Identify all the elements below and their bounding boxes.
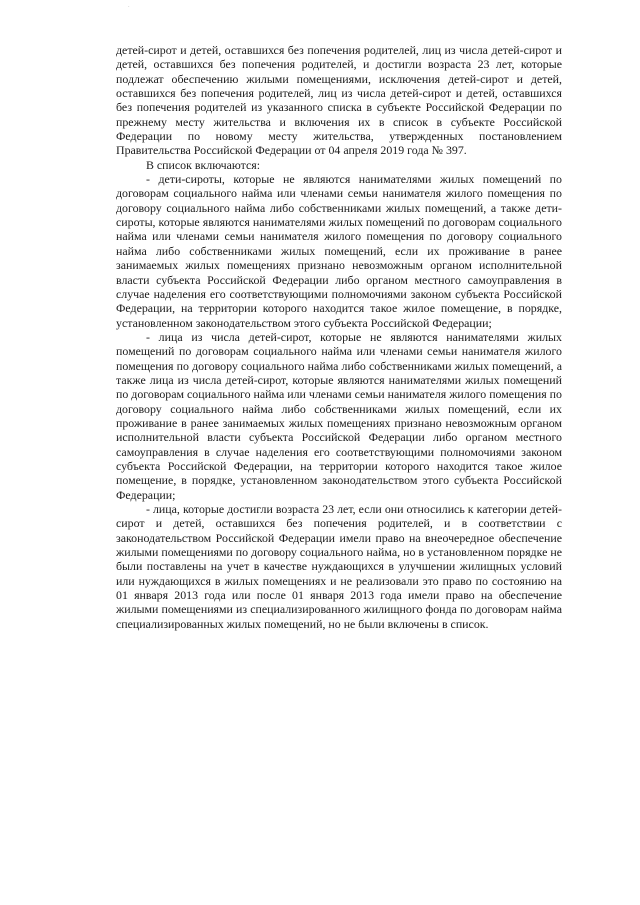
paragraph-list-intro: В список включаются: xyxy=(146,157,261,172)
paragraph-over-23: - лица, которые достигли возраста 23 лет, если они относились к категории детей-сирот и детей, оставшихся без попечения родителей, и в соответствии с законодательством Российской Федерации имели право на внеочередное обеспечение жилыми помещениями по договору социального найма, но в установленном порядке не были поставлены на учет в качестве нуждающихся в улучшении жилищных условий или нуждающихся в жилых помещениях и не реализовали это право по состоянию на 01 января 2013 года или после 01 января 2013 года имели право на обеспечение жилыми помещениями из специализированного жилищного фонда по договорам найма специализированных жилых помещений, но не были включены в список. xyxy=(116,502,562,631)
document-body xyxy=(116,43,562,631)
paragraph-former-orphans: - лица из числа детей-сирот, которые не являются нанимателями жилых помещений по договорам социального найма или членами семьи нанимателя жилого помещения по договору социального найма либо собственниками жилых помещений, а также лица из числа детей-сирот, которые являются нанимателями жилых помещений по договорам социального найма или членами семьи нанимателя жилого помещения по договору социального найма либо собственниками жилых помещений, если их проживание в ранее занимаемых жилых помещениях признано невозможным органом исполнительной власти субъекта Российской Федерации либо органом местного самоуправления в случае наделения его соответствующими полномочиями законом субъекта Российской Федерации, на территории которого находится такое жилое помещение, в порядке, установленном законодательством этого субъекта Российской Федерации; xyxy=(116,329,562,502)
paragraph-continuation: детей-сирот и детей, оставшихся без попечения родителей, лиц из числа детей-сирот и детей, оставшихся без попечения родителей, и достигли возраста 23 лет, которые подлежат обеспечению жилыми помещениями, исключения детей-сирот и детей, оставшихся без попечения родителей, лиц из числа детей-сирот и детей, оставшихся без попечения родителей из указанного списка в субъекте Российской Федерации по прежнему месту жительства и включения их в список в субъекте Российской Федерации по новому месту жительства, утвержденных постановлением Правительства Российской Федерации от 04 апреля 2019 года № 397. xyxy=(116,43,562,158)
paragraph-orphans: - дети-сироты, которые не являются нанимателями жилых помещений по договорам социального найма или членами семьи нанимателя жилого помещения по договору социального найма либо собственниками жилых помещений, а также дети-сироты, которые являются нанимателями жилых помещений по договорам социального найма или членами семьи нанимателя жилого помещения по договору социального найма либо собственниками жилых помещений, если их проживание в ранее занимаемых жилых помещениях признано невозможным органом исполнительной власти субъекта Российской Федерации либо органом местного самоуправления в случае наделения его соответствующими полномочиями законом субъекта Российской Федерации, на территории которого находится такое жилое помещение, в порядке, установленном законодательством этого субъекта Российской Федерации; xyxy=(116,172,562,330)
scan-mark: · xyxy=(128,4,130,10)
